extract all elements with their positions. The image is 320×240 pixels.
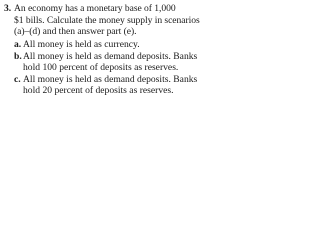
part-b <box>14 51 244 73</box>
part-text-line: All money is held as currency. <box>23 38 140 50</box>
question-parts-list <box>14 39 244 96</box>
part-letter: a. <box>14 38 22 50</box>
question-text-line: An economy has a monetary base of 1,000 <box>14 3 176 14</box>
part-text-line: All money is held as demand deposits. Banks <box>23 50 198 62</box>
part-c <box>14 74 244 96</box>
part-text-line: hold 100 percent of deposits as reserves. <box>23 61 179 73</box>
part-a <box>14 39 244 50</box>
question-text-line: $1 bills. Calculate the money supply in scenarios <box>14 14 200 26</box>
question-3 <box>4 3 244 97</box>
part-letter: b. <box>14 50 22 62</box>
part-text-line: All money is held as demand deposits. Banks <box>23 73 198 85</box>
question-text-line: (a)–(d) and then answer part (e). <box>14 26 137 37</box>
part-text-line: hold 20 percent of deposits as reserves. <box>23 84 174 96</box>
question-text <box>14 3 244 38</box>
question-number: 3. <box>4 3 12 14</box>
part-letter: c. <box>14 73 21 85</box>
